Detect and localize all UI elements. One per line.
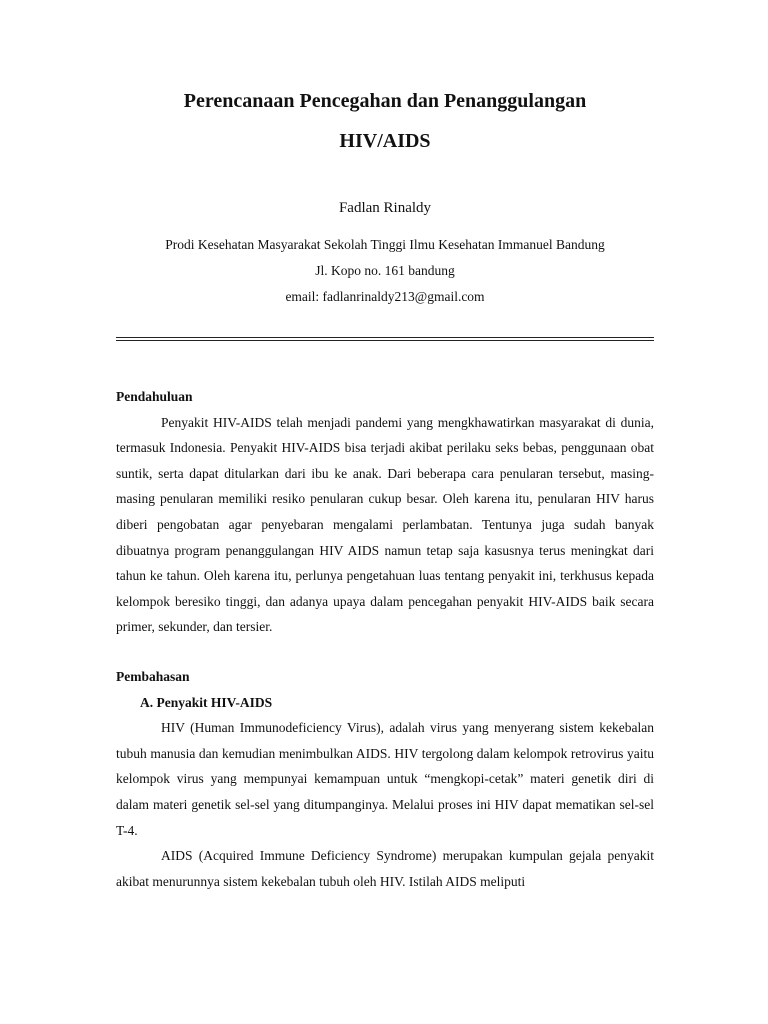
institution: Prodi Kesehatan Masyarakat Sekolah Tinggi Ilmu Kesehatan Immanuel Bandung xyxy=(165,237,605,252)
discussion-paragraph-1: HIV (Human Immunodeficiency Virus), adalah virus yang menyerang sistem kekebalan tubuh manusia dan kemudian menimbulkan AIDS. HIV tergolong dalam kelompok retrovirus yaitu kelompok virus yang mempunyai kemampuan untuk “mengkopi-cetak” materi genetik diri di dalam materi genetik sel-sel yang ditumpanginya. Melalui proses ini HIV dapat mematikan sel-sel T-4. xyxy=(116,720,654,838)
intro-paragraph: Penyakit HIV-AIDS telah menjadi pandemi yang mengkhawatirkan masyarakat di dunia, termasuk Indonesia. Penyakit HIV-AIDS bisa terjadi akibat perilaku seks bebas, penggunaan obat suntik, serta dapat ditularkan dari ibu ke anak. Dari beberapa cara penularan tersebut, masing-masing penularan memiliki resiko penularan cukup besar. Oleh karena itu, penularan HIV harus diberi pengobatan agar penyebaran mengalami perlambatan. Tentunya juga sudah banyak dibuatnya program penanggulangan HIV AIDS namun tetap saja kasusnya terus meningkat dari tahun ke tahun. Oleh karena itu, perlunya pengetahuan luas tentang penyakit ini, terkhusus kepada kelompok beresiko tinggi, dan adanya upaya dalam pencegahan penyakit HIV-AIDS baik secara primer, sekunder, dan tersier. xyxy=(116,414,654,635)
section-heading-discussion: Pembahasan xyxy=(116,668,190,684)
author-name: Fadlan Rinaldy xyxy=(338,200,432,216)
email: email: fadlanrinaldy213@gmail.com xyxy=(285,289,485,304)
discussion-paragraph-2: AIDS (Acquired Immune Deficiency Syndrome) merupakan kumpulan gejala penyakit akibat menurunnya sistem kekebalan tubuh oleh HIV. Istilah AIDS meliputi xyxy=(116,848,654,889)
double-rule-divider xyxy=(116,337,654,341)
subsection-heading-a: A. Penyakit HIV-AIDS xyxy=(140,694,273,710)
address: Jl. Kopo no. 161 bandung xyxy=(315,263,455,278)
paper-title-line-1: Perencanaan Pencegahan dan Penanggulangan xyxy=(183,90,587,112)
paper-title-line-2: HIV/AIDS xyxy=(339,130,431,152)
affiliation-block xyxy=(116,232,654,310)
section-heading-intro: Pendahuluan xyxy=(116,389,193,404)
